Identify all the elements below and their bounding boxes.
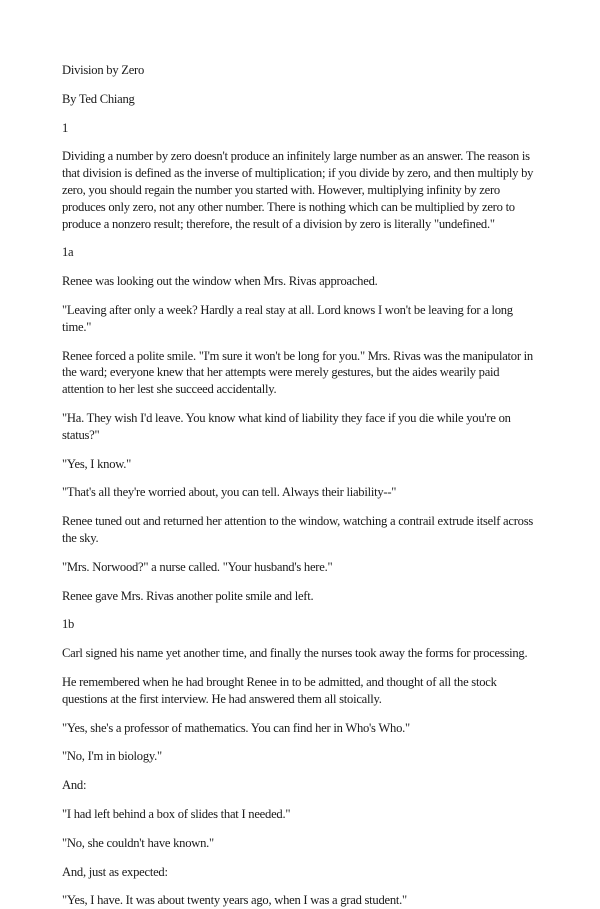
paragraph: "Yes, she's a professor of mathematics. You can find her in Who's Who." bbox=[62, 720, 410, 735]
paragraph: Carl signed his name yet another time, and finally the nurses took away the forms for processing. bbox=[62, 646, 528, 661]
section-number: 1 bbox=[62, 120, 69, 135]
section-number: 1b bbox=[62, 617, 75, 632]
paragraph: Dividing a number by zero doesn't produce an infinitely large number as an answer. The reason is that division is defined as the inverse of multiplication; if you divide by zero, and then multiply by zero, you should regain the number you started with. However, multiplying infinity by zero produces only zero, not any other number. There is nothing which can be multiplied by zero to produce a nonzero result; therefore, the result of a division by zero is literally "undefined." bbox=[62, 149, 534, 231]
section-number: 1a bbox=[62, 245, 74, 260]
paragraph: Renee was looking out the window when Mrs. Rivas approached. bbox=[62, 274, 378, 289]
paragraph: Renee tuned out and returned her attention to the window, watching a contrail extrude itself across the sky. bbox=[62, 514, 534, 545]
paragraph: Renee forced a polite smile. "I'm sure it won't be long for you." Mrs. Rivas was the manipulator in the ward; everyone knew that her attempts were merely gestures, but the aides wearily paid attention to her lest she succeed accidentally. bbox=[62, 348, 533, 397]
paragraph: "Yes, I know." bbox=[62, 456, 132, 471]
document-author: By Ted Chiang bbox=[62, 91, 135, 106]
paragraph: "No, she couldn't have known." bbox=[62, 835, 214, 850]
paragraph: "Mrs. Norwood?" a nurse called. "Your husband's here." bbox=[62, 559, 333, 574]
paragraph: "Yes, I have. It was about twenty years ago, when I was a grad student." bbox=[62, 893, 407, 908]
paragraph: "Ha. They wish I'd leave. You know what kind of liability they face if you die while you're on status?" bbox=[62, 410, 511, 442]
document-title: Division by Zero bbox=[62, 63, 145, 77]
paragraph: "I had left behind a box of slides that I needed." bbox=[62, 806, 291, 821]
paragraph: "That's all they're worried about, you can tell. Always their liability--" bbox=[62, 485, 397, 500]
paragraph: Renee gave Mrs. Rivas another polite smile and left. bbox=[62, 588, 314, 603]
paragraph: And: bbox=[62, 778, 87, 793]
paragraph: "Leaving after only a week? Hardly a real stay at all. Lord knows I won't be leaving for a long time." bbox=[62, 302, 513, 334]
paragraph: "No, I'm in biology." bbox=[62, 749, 162, 764]
paragraph: He remembered when he had brought Renee in to be admitted, and thought of all the stock questions at the first interview. He had answered them all stoically. bbox=[62, 674, 497, 706]
paragraph: And, just as expected: bbox=[62, 864, 168, 879]
